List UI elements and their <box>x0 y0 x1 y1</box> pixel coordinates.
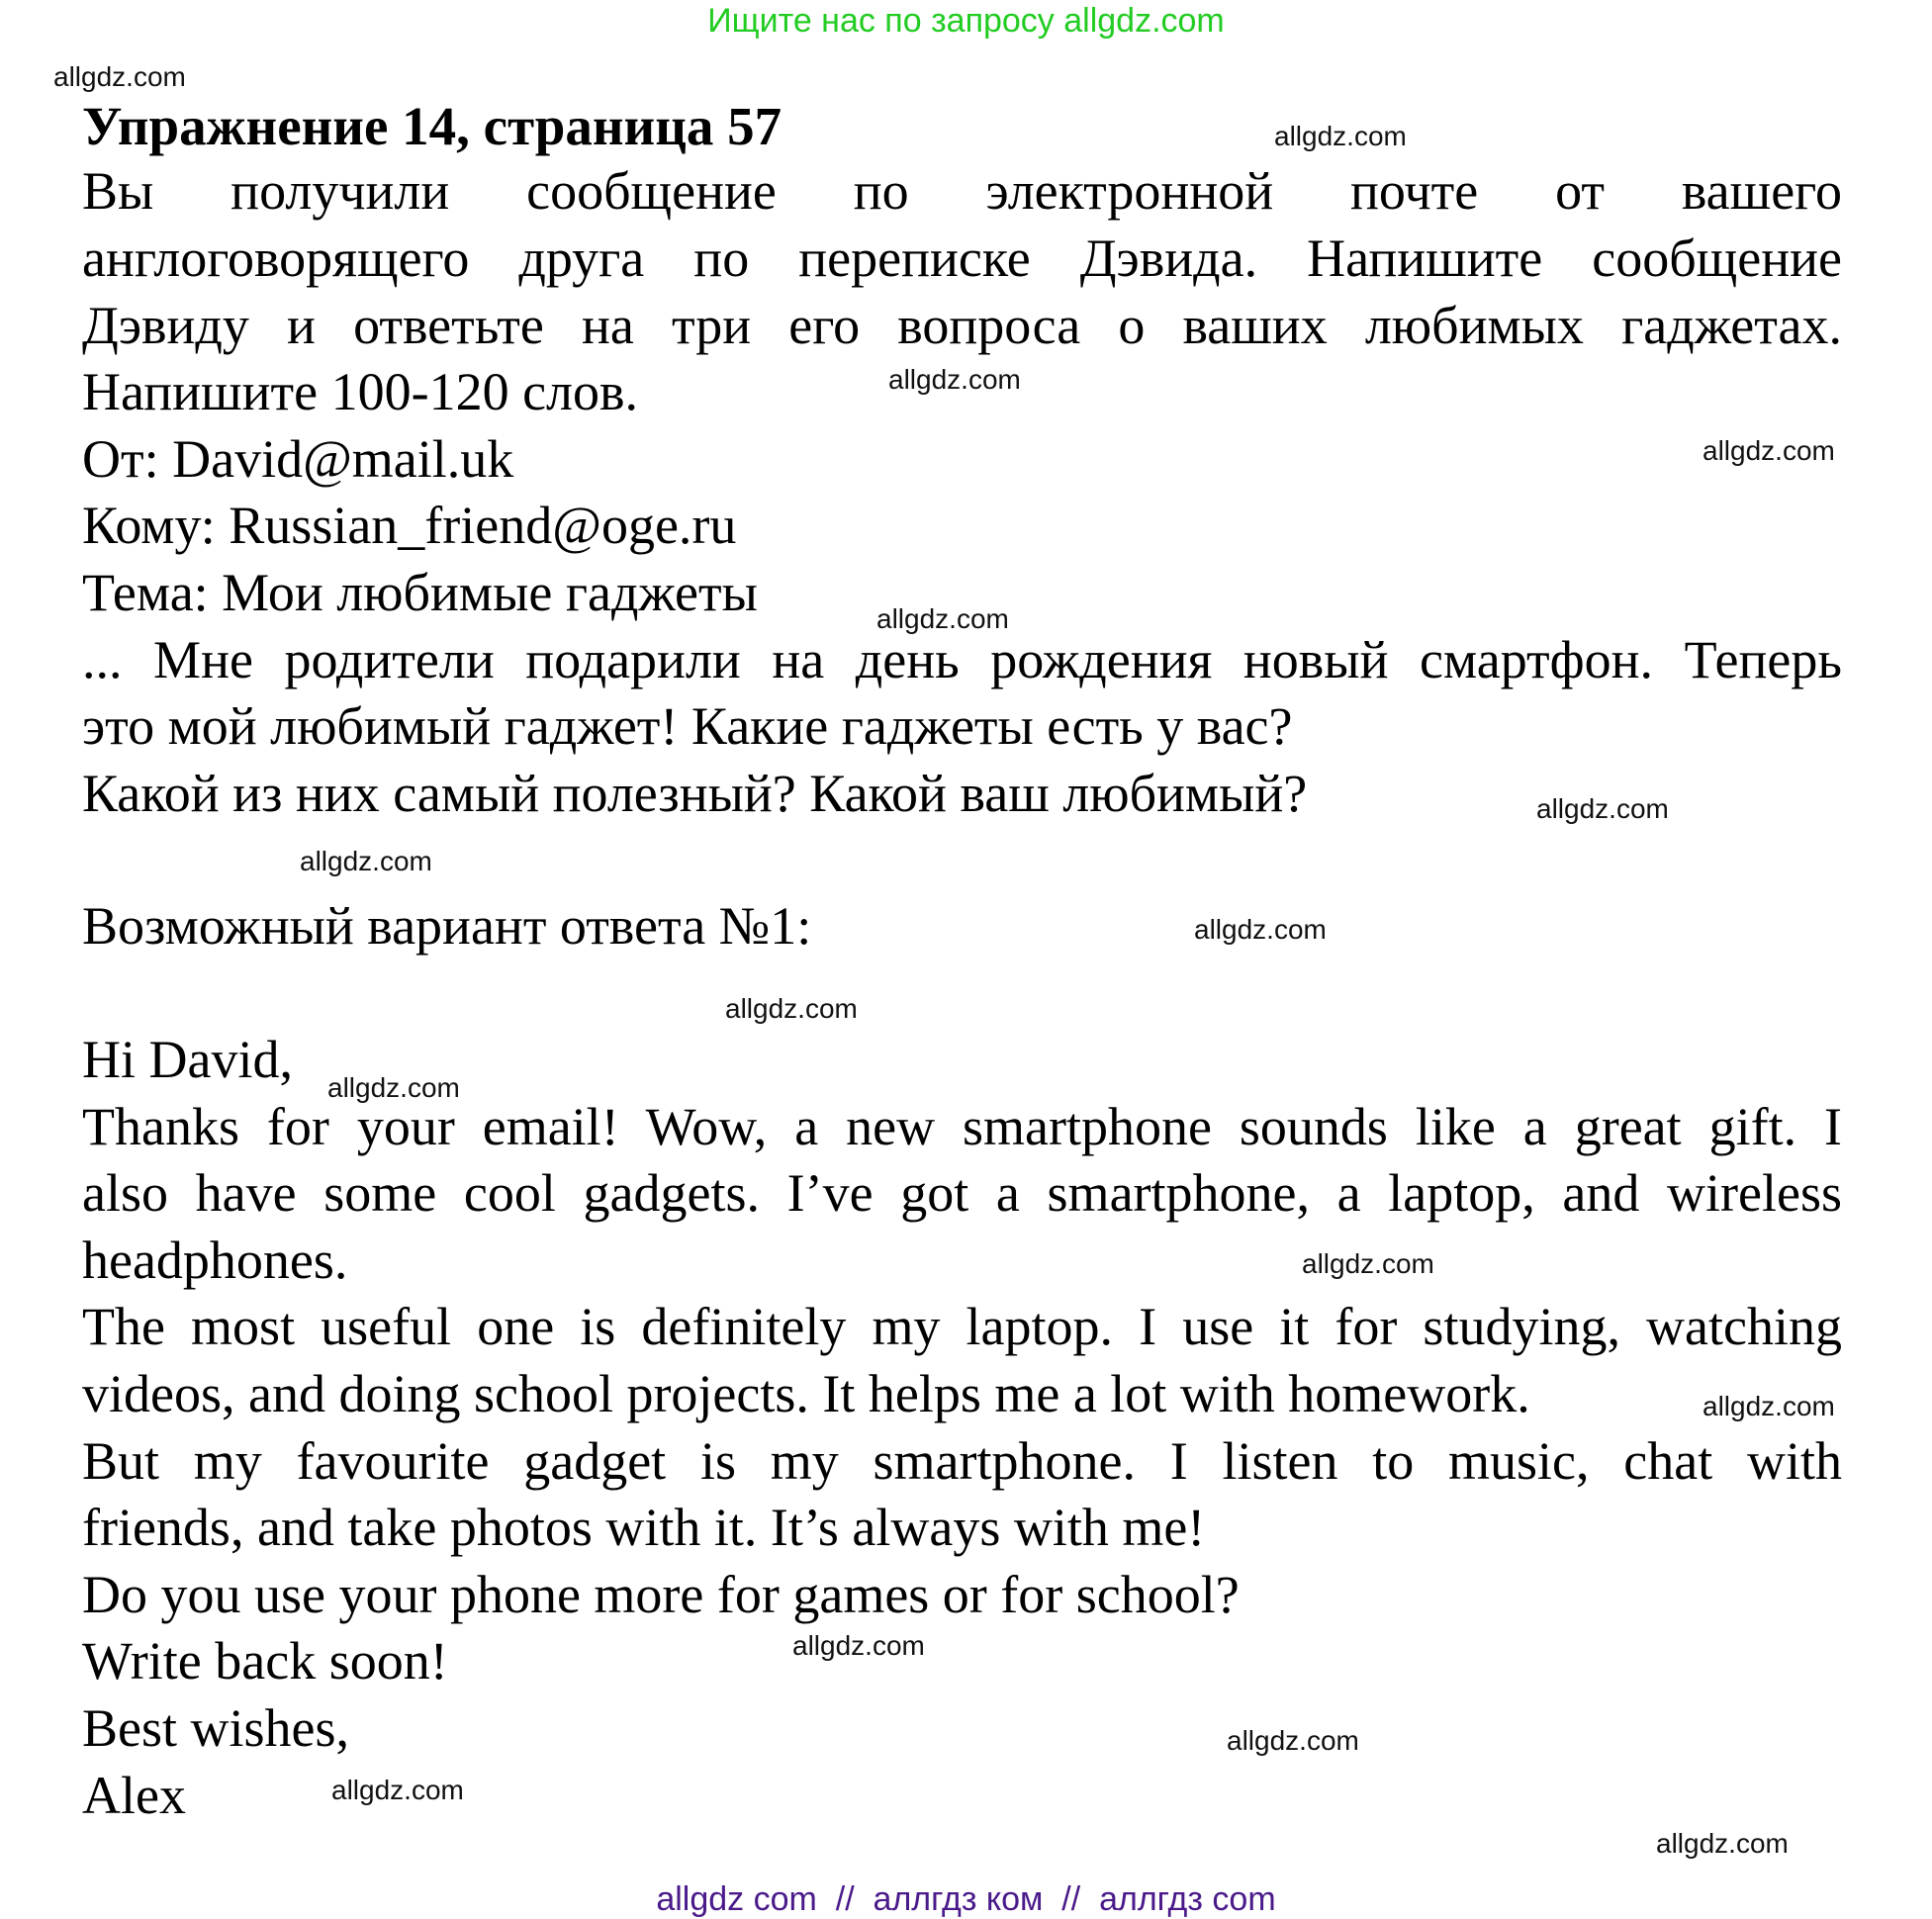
watermark: allgdz.com <box>725 993 858 1024</box>
footer-links: allgdz com // аллгдз ком // аллгдз com <box>656 1880 1276 1918</box>
email-to: Кому: Russian_friend@oge.ru <box>82 496 737 555</box>
watermark: allgdz.com <box>1656 1828 1789 1859</box>
email-body-line: это мой любимый гаджет! Какие гаджеты есть у вас? <box>82 696 1293 756</box>
task-line: Вы получили сообщение по электронной почте от вашего <box>82 161 1842 221</box>
watermark: allgdz.com <box>53 61 186 92</box>
watermark: allgdz.com <box>1274 121 1407 151</box>
watermark: allgdz.com <box>876 603 1009 634</box>
answer-line: videos, and doing school projects. It helps me a lot with homework. <box>82 1364 1530 1423</box>
email-body-line: Какой из них самый полезный? Какой ваш любимый? <box>82 764 1308 823</box>
watermark: allgdz.com <box>331 1775 464 1805</box>
answer-line: Best wishes, <box>82 1698 349 1758</box>
watermark: allgdz.com <box>888 364 1021 395</box>
email-from: От: David@mail.uk <box>82 429 514 489</box>
watermark: allgdz.com <box>792 1630 925 1661</box>
answer-line: Thanks for your email! Wow, a new smartphone sounds like a great gift. I <box>82 1097 1842 1156</box>
answer-line: friends, and take photos with it. It’s always with me! <box>82 1498 1206 1557</box>
watermark: allgdz.com <box>300 846 432 876</box>
answer-line: But my favourite gadget is my smartphone. I listen to music, chat with <box>82 1431 1842 1491</box>
watermark: allgdz.com <box>1194 914 1327 945</box>
answer-line: Write back soon! <box>82 1631 448 1691</box>
answer-line: The most useful one is definitely my laptop. I use it for studying, watching <box>82 1297 1842 1356</box>
watermark: allgdz.com <box>1536 793 1669 824</box>
email-body-line: ... Мне родители подарили на день рождения новый смартфон. Теперь <box>82 630 1842 689</box>
watermark: allgdz.com <box>1702 1391 1835 1421</box>
answer-line: headphones. <box>82 1231 348 1290</box>
answer-signature: Alex <box>82 1766 186 1825</box>
watermark: allgdz.com <box>327 1072 460 1103</box>
answer-line: Hi David, <box>82 1030 293 1089</box>
task-line: англоговорящего друга по переписке Дэвида. Напишите сообщение <box>82 228 1842 288</box>
task-line: Дэвиду и ответьте на три его вопроса о ваших любимых гаджетах. <box>82 296 1842 355</box>
email-subject: Тема: Мои любимые гаджеты <box>82 563 758 622</box>
answer-heading: Возможный вариант ответа №1: <box>82 896 812 956</box>
watermark: allgdz.com <box>1302 1248 1434 1279</box>
task-line: Напишите 100-120 слов. <box>82 362 638 421</box>
search-banner: Ищите нас по запросу allgdz.com <box>707 2 1225 40</box>
watermark: allgdz.com <box>1702 435 1835 466</box>
answer-line: also have some cool gadgets. I’ve got a smartphone, a laptop, and wireless <box>82 1163 1842 1223</box>
watermark: allgdz.com <box>1227 1725 1359 1756</box>
page-title: Упражнение 14, страница 57 <box>82 96 782 156</box>
answer-line: Do you use your phone more for games or for school? <box>82 1565 1240 1624</box>
